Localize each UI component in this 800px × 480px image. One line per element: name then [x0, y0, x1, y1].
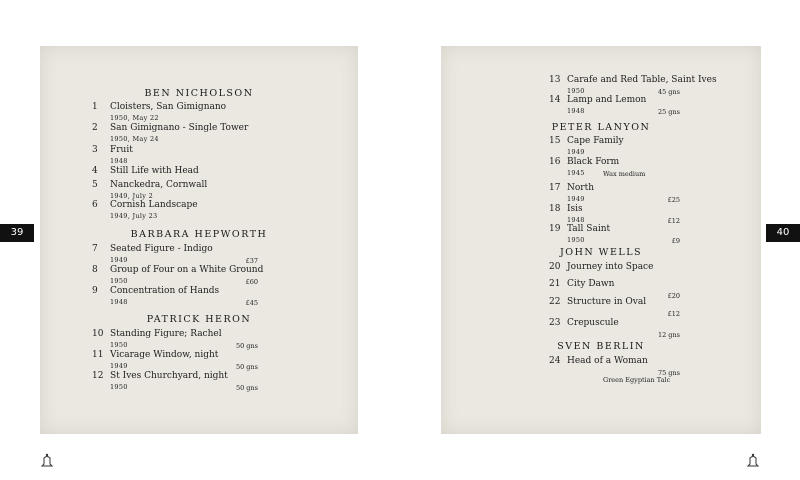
catalogue-entry	[92, 371, 268, 393]
artist-heading: PETER LANYON	[551, 122, 651, 133]
artwork-price: £45	[245, 299, 258, 307]
entry-number: 21	[549, 279, 561, 289]
artwork-date: 1949	[567, 148, 585, 156]
entry-number: 12	[92, 371, 104, 381]
artwork-title: Lamp and Lemon	[567, 95, 647, 105]
artwork-title: St Ives Churchyard, night	[110, 371, 228, 381]
entry-number: 24	[549, 356, 561, 366]
artwork-price: £9	[671, 237, 680, 245]
artwork-date: 1950	[110, 341, 128, 349]
catalogue-entry	[549, 157, 690, 179]
artwork-title: San Gimignano - Single Tower	[110, 123, 249, 133]
artwork-date: 1949, July 23	[110, 212, 158, 220]
entry-number: 4	[92, 166, 98, 176]
entry-number: 11	[92, 350, 104, 360]
artwork-title: Cornish Landscape	[110, 200, 198, 210]
entry-number: 5	[92, 180, 98, 190]
entry-number: 17	[549, 183, 561, 193]
artwork-price: 50 gns	[235, 363, 258, 371]
entry-number: 23	[549, 318, 561, 328]
entry-number: 3	[92, 145, 98, 155]
artwork-title: Cloisters, San Gimignano	[110, 102, 227, 112]
artwork-title: Isis	[567, 204, 583, 214]
artwork-price: 75 gns	[657, 369, 680, 377]
entry-number: 10	[92, 329, 104, 339]
artist-heading: BEN NICHOLSON	[144, 88, 254, 99]
artwork-date: 1950	[567, 87, 585, 95]
catalogue-entry	[549, 136, 690, 158]
entry-number: 15	[549, 136, 561, 146]
artwork-title: Group of Four on a White Ground	[110, 265, 264, 275]
catalogue-entry	[92, 265, 268, 287]
artwork-price: £12	[667, 217, 680, 225]
artwork-title: Crepuscule	[567, 318, 619, 328]
artwork-date: 1949	[567, 195, 585, 203]
artwork-date: 1948	[567, 107, 585, 115]
artwork-price: 50 gns	[235, 342, 258, 350]
entry-number: 16	[549, 157, 561, 167]
artwork-date: 1950, May 24	[110, 135, 159, 143]
artist-heading: SVEN BERLIN	[557, 341, 645, 352]
artwork-price: £12	[667, 310, 680, 318]
artwork-title: Black Form	[567, 157, 620, 167]
artwork-title: Still Life with Head	[110, 166, 199, 176]
artwork-date: 1948	[110, 298, 128, 306]
artwork-title: Tall Saint	[567, 224, 611, 234]
artwork-price: £25	[667, 196, 680, 204]
catalogue-entry	[549, 318, 690, 340]
catalogue-entry	[92, 123, 268, 145]
artwork-title: Journey into Space	[567, 262, 654, 272]
page-number-right[interactable]: 40	[766, 224, 800, 242]
catalogue-entry	[549, 75, 717, 97]
entry-number: 18	[549, 204, 561, 214]
artist-heading: PATRICK HERON	[146, 314, 252, 325]
catalogue-entry	[92, 102, 268, 124]
artwork-date: 1948	[567, 216, 585, 224]
artwork-date: 1945	[567, 169, 585, 177]
artwork-title: North	[567, 183, 595, 193]
entry-number: 20	[549, 262, 561, 272]
medium-note: Green Egyptian Talc	[603, 376, 671, 384]
artwork-date: 1950	[110, 277, 128, 285]
entry-number: 22	[549, 297, 561, 307]
catalogue-entry	[92, 200, 268, 222]
catalogue-entry	[549, 297, 690, 319]
artwork-title: Fruit	[110, 145, 133, 155]
artwork-price: £60	[245, 278, 258, 286]
artwork-date: 1949	[110, 256, 128, 264]
artwork-title: City Dawn	[567, 279, 615, 289]
entry-number: 13	[549, 75, 561, 85]
hand-bell-icon	[746, 452, 760, 468]
artwork-date: 1949	[110, 362, 128, 370]
catalogue-entry	[92, 180, 268, 202]
artwork-title: Standing Figure; Rachel	[110, 329, 222, 339]
artist-heading: BARBARA HEPWORTH	[130, 229, 268, 240]
artwork-price: 45 gns	[657, 88, 680, 96]
artwork-title: Structure in Oval	[567, 297, 647, 307]
artwork-title: Head of a Woman	[567, 356, 648, 366]
catalogue-entry	[549, 204, 690, 226]
catalogue-entry	[92, 350, 268, 372]
artist-heading: JOHN WELLS	[559, 247, 643, 258]
artwork-price: £20	[667, 292, 680, 300]
catalogue-entry	[92, 145, 268, 167]
catalogue-entry	[92, 286, 268, 308]
artwork-price: 25 gns	[657, 108, 680, 116]
catalogue-entry	[92, 244, 268, 266]
catalogue-entry	[549, 356, 690, 384]
entry-number: 7	[92, 244, 98, 254]
catalogue-entry	[92, 329, 268, 351]
artwork-title: Carafe and Red Table, Saint Ives	[567, 75, 717, 85]
entry-number: 2	[92, 123, 98, 133]
entry-number: 19	[549, 224, 561, 234]
artwork-price: £37	[245, 257, 258, 265]
entry-number: 1	[92, 102, 98, 112]
artwork-title: Cape Family	[567, 136, 624, 146]
artwork-date: 1950	[567, 236, 585, 244]
hand-bell-icon	[40, 452, 54, 468]
catalogue-entry	[549, 95, 690, 117]
entry-number: 6	[92, 200, 98, 210]
artwork-title: Nanckedra, Cornwall	[110, 180, 208, 190]
artwork-price: 12 gns	[657, 331, 680, 339]
medium-note: Wax medium	[603, 170, 646, 178]
artwork-title: Seated Figure - Indigo	[110, 244, 213, 254]
page-number-left[interactable]: 39	[0, 224, 34, 242]
artwork-title: Vicarage Window, night	[110, 350, 219, 360]
artwork-title: Concentration of Hands	[110, 286, 220, 296]
entry-number: 8	[92, 265, 98, 275]
artwork-date: 1950, May 22	[110, 114, 159, 122]
artwork-date: 1948	[110, 157, 128, 165]
artwork-date: 1950	[110, 383, 128, 391]
artwork-price: 50 gns	[235, 384, 258, 392]
entry-number: 9	[92, 286, 98, 296]
artwork-date: 1949, July 2	[110, 192, 154, 200]
catalogue-entry	[549, 224, 690, 246]
entry-number: 14	[549, 95, 561, 105]
catalogue-entry	[549, 183, 690, 205]
